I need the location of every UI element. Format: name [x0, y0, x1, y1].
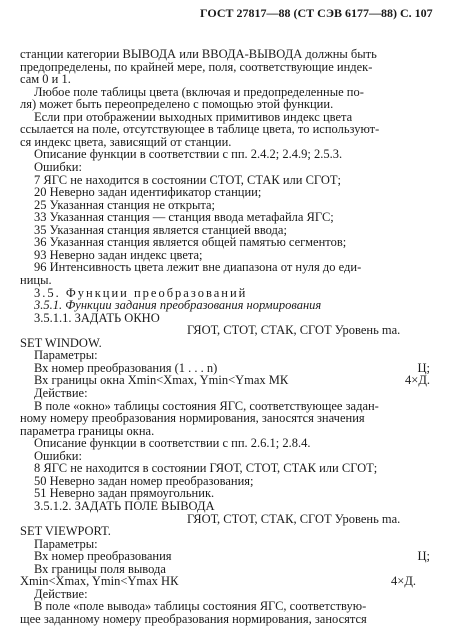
- params-heading: Параметры:: [34, 536, 98, 551]
- subsection-heading: 3.5.1. Функции задания преобразования нормирования: [34, 298, 322, 313]
- params-heading: Параметры:: [34, 348, 98, 363]
- text-line: Любое поле таблицы цвета (включая и предопределенные по-: [34, 84, 364, 99]
- function-states: ГЯОТ, СТОТ, СТАК, СГОТ Уровень ma.: [187, 323, 401, 338]
- text-line: Описание функции в соответствии с пп. 2.6.1; 2.8.4.: [34, 436, 311, 451]
- action-heading: Действие:: [34, 386, 88, 400]
- param-type: Ц;: [417, 360, 430, 375]
- text-line: предопределены, по крайней мере, поля, соответствующие индек-: [20, 59, 373, 74]
- param-text: Вх границы окна Xmin<Xmax, Ymin<Ymax МК: [34, 373, 289, 388]
- param-text: Вх номер преобразования: [34, 549, 172, 564]
- text-line: ся индекс цвета, зависящий от станции.: [20, 134, 232, 149]
- text-line: станции категории ВЫВОДА или ВВОДА-ВЫВОДА должны быть: [20, 47, 377, 61]
- function-name: SET WINDOW.: [20, 335, 102, 350]
- error-item: 33 Указанная станция — станция ввода метафайла ЯГС;: [34, 210, 334, 225]
- errors-heading: Ошибки:: [34, 448, 82, 463]
- error-item: 25 Указанная станция не открыта;: [34, 197, 216, 212]
- text-line: ному номеру преобразования нормирования, заносятся значения: [20, 411, 365, 426]
- function-states: ГЯОТ, СТОТ, СТАК, СГОТ Уровень ma.: [187, 511, 401, 526]
- section-heading: 3.5. Функции преобразований: [34, 285, 248, 300]
- error-item: 20 Неверно задан идентификатор станции;: [34, 185, 262, 200]
- text-line: щее заданному номеру преобразования нормирования, заносятся: [20, 612, 367, 626]
- text-line: ссылается на поле, отсутствующее в таблице цвета, то используют-: [20, 122, 380, 137]
- error-item: 36 Указанная станция является общей памятью сегментов;: [34, 235, 347, 250]
- param-text: Xmin<Xmax, Ymin<Ymax НК: [20, 574, 179, 589]
- param-type: 4×Д.: [391, 574, 416, 589]
- page-header: ГОСТ 27817—88 (СТ СЭВ 6177—88) С. 107: [200, 6, 433, 20]
- param-line: Вх границы поля вывода: [34, 561, 166, 576]
- error-item: 93 Неверно задан индекс цвета;: [34, 247, 203, 262]
- error-item: 96 Интенсивность цвета лежит вне диапазона от нуля до еди-: [34, 260, 362, 275]
- text-line: ля) может быть переопределено с помощью этой функции.: [20, 97, 334, 112]
- param-type: Ц;: [417, 549, 430, 564]
- function-heading: 3.5.1.1. ЗАДАТЬ ОКНО: [34, 310, 160, 325]
- param-text: Вх номер преобразования (1 . . . n): [34, 360, 218, 375]
- error-item: 7 ЯГС не находится в состоянии СТОТ, СТАК или СГОТ;: [34, 172, 341, 187]
- text-line: Если при отображении выходных примитивов индекс цвета: [34, 109, 353, 124]
- function-name: SET VIEWPORT.: [20, 524, 111, 539]
- error-item: 8 ЯГС не находится в состоянии ГЯОТ, СТОТ, СТАК или СГОТ;: [34, 461, 378, 476]
- errors-heading: Ошибки:: [34, 160, 82, 174]
- text-line: В поле «окно» таблицы состояния ЯГС, соответствующее задан-: [34, 398, 379, 413]
- function-heading: 3.5.1.2. ЗАДАТЬ ПОЛЕ ВЫВОДА: [34, 499, 215, 513]
- param-type: 4×Д.: [405, 373, 430, 388]
- text-line: ницы.: [20, 273, 52, 287]
- error-item: 50 Неверно задан номер преобразования;: [34, 473, 254, 488]
- text-line: Описание функции в соответствии с пп. 2.4.2; 2.4.9; 2.5.3.: [34, 147, 343, 162]
- action-heading: Действие:: [34, 586, 88, 601]
- text-line: В поле «поле вывода» таблицы состояния ЯГС, соответствую-: [34, 599, 367, 614]
- text-line: параметра границы окна.: [20, 423, 155, 438]
- error-item: 35 Указанная станция является станцией ввода;: [34, 222, 287, 237]
- error-item: 51 Неверно задан прямоугольник.: [34, 486, 215, 501]
- text-line: сам 0 и 1.: [20, 72, 71, 87]
